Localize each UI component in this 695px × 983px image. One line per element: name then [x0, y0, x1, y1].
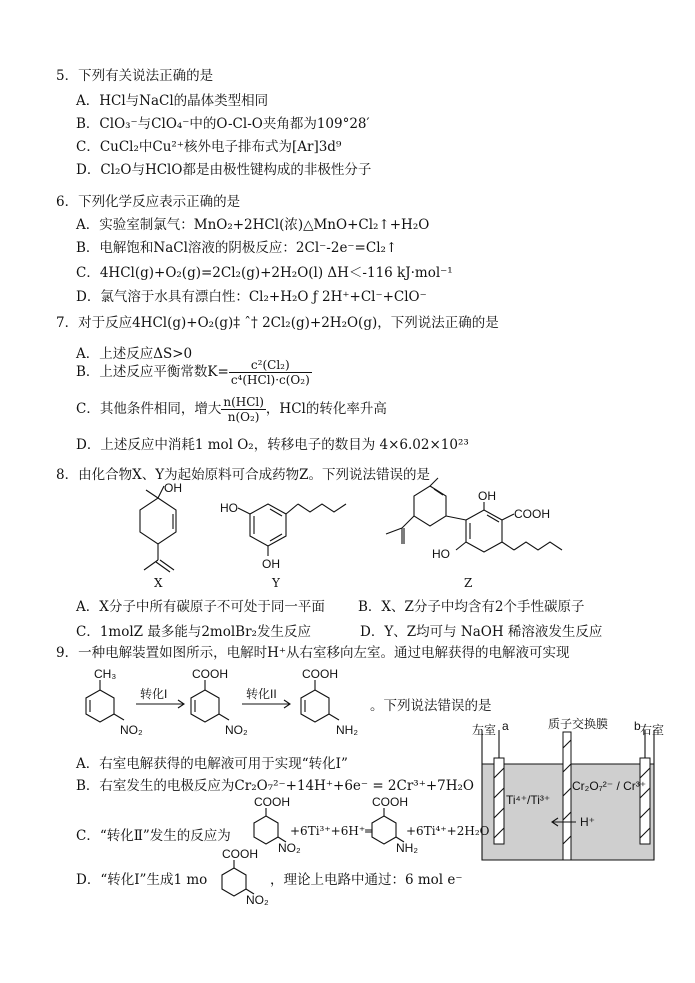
q8-option-a: A．X分子中所有碳原子不可处于同一平面 [76, 599, 325, 615]
d-nitro-no2-label: NO₂ [246, 893, 269, 907]
molecule-y-label: Y [272, 576, 280, 590]
x-oh-label: OH [164, 481, 182, 495]
electrode-b [640, 758, 650, 844]
molecule-z-structure [380, 478, 580, 578]
membrane-label: 质子交换膜 [548, 717, 609, 731]
q5-option-d: D．Cl₂O与HClO都是由极性键构成的非极性分子 [76, 162, 372, 178]
q7-option-b-prefix: B．上述反应平衡常数K= [76, 364, 229, 380]
y-oh-label: OH [262, 557, 280, 571]
q9-reaction-scheme [70, 666, 380, 742]
q9-stem-tail: 。下列说法错误的是 [370, 698, 492, 714]
conversion-2-label: 转化II [246, 687, 277, 701]
q7-option-d: D．上述反应中消耗1 mol O₂，转移电子的数目为 4×6.02×10²³ [76, 437, 469, 453]
q9-option-a: A．右室电解获得的电解液可用于实现“转化Ⅰ” [76, 756, 348, 772]
c-nitro-cooh-label: COOH [254, 795, 290, 809]
electrolysis-cell-diagram [470, 718, 670, 866]
q9-option-c-amine-structure [362, 795, 418, 855]
fraction-numerator: n(HCl) [223, 395, 264, 409]
q9-option-d-suffix: ，理论上电路中通过：6 mol e⁻ [270, 872, 463, 888]
q7-option-c-prefix: C．其他条件相同，增大 [76, 401, 222, 417]
molecule-z-label: Z [464, 576, 473, 590]
q9-stem: 9．一种电解装置如图所示，电解时H⁺从右室移向左室。通过电解获得的电解液可实现 [56, 645, 570, 661]
q8-option-c: C．1molZ 最多能与2molBr₂发生反应 [76, 624, 311, 640]
q7-option-c-suffix: ，HCl的转化率升高 [265, 401, 387, 417]
toluene-no2-label: NO₂ [120, 723, 143, 737]
proton-exchange-membrane [563, 732, 571, 860]
acid-no2-label: NO₂ [225, 723, 248, 737]
fraction-denominator: c⁴(HCl)·c(O₂) [230, 373, 310, 387]
q6-stem: 6．下列化学反应表示正确的是 [56, 194, 241, 210]
left-room-label: 左室 [472, 723, 497, 737]
fraction-denominator: n(O₂) [227, 410, 260, 424]
q7-equilibrium-fraction [229, 358, 312, 387]
q7-option-a: A．上述反应ΔS>0 [76, 346, 193, 362]
toluene-ch3-label: CH₃ [94, 667, 117, 681]
q5-option-a: A．HCl与NaCl的晶体类型相同 [76, 93, 269, 109]
proton-label: H⁺ [580, 815, 595, 829]
left-couple-label: Ti⁴⁺/Ti³⁺ [506, 793, 551, 807]
z-ho-label: HO [432, 547, 450, 561]
c-amine-cooh-label: COOH [372, 795, 408, 809]
q9-option-c-middle: +6Ti³⁺+6H⁺═ [290, 824, 373, 838]
molecule-x-label: X [154, 576, 163, 590]
amine-cooh-label: COOH [302, 667, 338, 681]
electrode-a-label: a [502, 719, 509, 733]
right-couple-label: Cr₂O₇²⁻ / Cr³⁺ [572, 779, 647, 793]
q7-option-c [76, 395, 387, 424]
electrode-a [494, 758, 504, 844]
q9-option-b: B．右室发生的电极反应为Cr₂O₇²⁻+14H⁺+6e⁻ = 2Cr³⁺+7H₂O [76, 778, 474, 794]
q8-stem: 8．由化合物X、Y为起始原料可合成药物Z。下列说法错误的是 [56, 467, 430, 483]
y-ho-label: HO [220, 501, 238, 515]
fraction-numerator: c²(Cl₂) [229, 358, 312, 373]
right-room-label: 右室 [640, 723, 665, 737]
q9-option-c-nitro-structure [244, 795, 301, 855]
q6-option-a: A．实验室制氯气：MnO₂+2HCl(浓)△MnO+Cl₂↑+H₂O [76, 217, 430, 233]
q5-option-b: B．ClO₃⁻与ClO₄⁻中的O-Cl-O夹角都为109°28′ [76, 116, 370, 132]
q7-ratio-fraction [221, 395, 266, 424]
q6-option-c: C．4HCl(g)+O₂(g)=2Cl₂(g)+2H₂O(l) ΔH＜-116 kJ·mol⁻¹ [76, 265, 453, 281]
d-nitro-cooh-label: COOH [222, 847, 258, 861]
electrode-b-label: b [634, 719, 641, 733]
conversion-1-label: 转化I [140, 687, 168, 701]
q9-option-c-prefix: C．“转化Ⅱ”发生的反应为 [76, 828, 231, 844]
z-cooh-label: COOH [514, 507, 550, 521]
q5-stem: 5．下列有关说法正确的是 [56, 68, 214, 84]
q9-option-c-suffix: +6Ti⁴⁺+2H₂O [406, 824, 490, 838]
q7-stem: 7．对于反应4HCl(g)+O₂(g)‡ ˆ† 2Cl₂(g)+2H₂O(g)，下列说法正确的是 [56, 315, 499, 331]
c-amine-nh2-label: NH₂ [396, 841, 418, 855]
molecule-x-structure [118, 480, 198, 580]
molecule-y-structure [220, 490, 350, 570]
q7-option-b [76, 358, 312, 387]
q6-option-b: B．电解饱和NaCl溶液的阴极反应：2Cl⁻-2e⁻=Cl₂↑ [76, 240, 398, 256]
q9-option-d-nitro-structure [212, 847, 269, 908]
q6-option-d: D．氯气溶于水具有漂白性：Cl₂+H₂O ƒ 2H⁺+Cl⁻+ClO⁻ [76, 289, 427, 305]
q9-option-d-prefix: D．“转化Ⅰ”生成1 mo [76, 872, 208, 888]
amine-nh2-label: NH₂ [336, 723, 358, 737]
z-oh-label: OH [478, 489, 496, 503]
acid-cooh-label: COOH [192, 667, 228, 681]
c-nitro-no2-label: NO₂ [278, 841, 301, 855]
q8-option-b: B．X、Z分子中均含有2个手性碳原子 [358, 599, 585, 615]
q5-option-c: C．CuCl₂中Cu²⁺核外电子排布式为[Ar]3d⁹ [76, 139, 342, 155]
q8-option-d: D．Y、Z均可与 NaOH 稀溶液发生反应 [360, 624, 603, 640]
